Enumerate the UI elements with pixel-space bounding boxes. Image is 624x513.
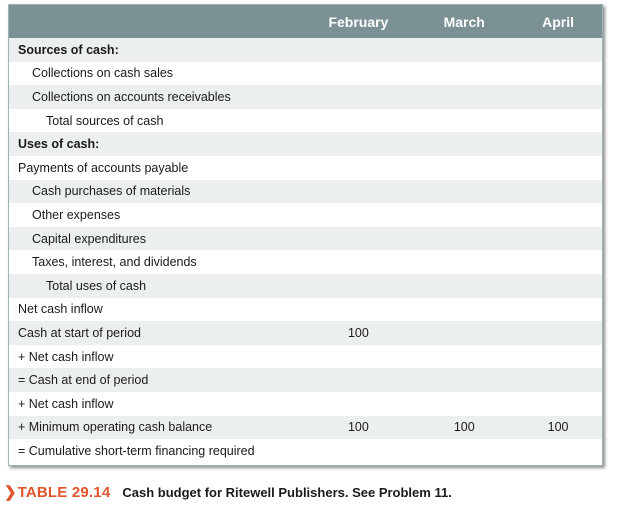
row-label: = Cumulative short-term financing required [18,443,255,458]
table-row [9,298,602,322]
row-label: + Minimum operating cash balance [18,420,213,435]
row-label: + Net cash inflow [18,396,114,411]
table-row [9,345,602,369]
caption-description: Cash budget for Ritewell Publishers. See Problem 11. [122,484,452,500]
row-label: Uses of cash: [18,137,100,152]
table-row [9,392,602,416]
row-label: Cash at start of period [18,325,141,340]
row-label: Other expenses [32,207,121,222]
caption-chevron-icon: ❯ [4,484,17,501]
table-row [9,180,602,204]
row-label: Total sources of cash [46,113,164,128]
table-row [9,274,602,298]
row-label: Collections on accounts receivables [32,89,231,104]
table-row [9,227,602,251]
table-row [9,203,602,227]
table-row [9,368,602,392]
row-label: = Cash at end of period [18,373,149,388]
table-row [9,85,602,109]
table-row [9,132,602,156]
cell-april: 100 [547,420,569,435]
row-label: Cash purchases of materials [32,184,191,199]
table-row [9,321,602,345]
caption-table-number: TABLE 29.14 [17,483,111,501]
row-label: Sources of cash: [18,42,119,57]
cell-march: 100 [453,420,475,435]
table-caption [4,483,452,501]
table-row [9,62,602,86]
row-label: Taxes, interest, and dividends [32,255,197,270]
cell-february: 100 [347,325,369,340]
row-label: Capital expenditures [32,231,146,246]
column-header-march: March [443,13,485,30]
table-row [9,439,602,463]
table-row [9,156,602,180]
row-label: Total uses of cash [46,278,147,293]
row-label: + Net cash inflow [18,349,114,364]
column-header-february: February [328,13,389,30]
column-header-april: April [542,13,575,30]
row-label: Collections on cash sales [32,66,174,81]
table-row [9,250,602,274]
row-label: Payments of accounts payable [18,160,189,175]
table-row [9,109,602,133]
row-label: Net cash inflow [18,302,103,317]
cash-budget-table [8,4,603,466]
table-row [9,38,602,62]
table-header-row [9,5,602,38]
cell-february: 100 [347,420,369,435]
table-row [9,416,602,440]
